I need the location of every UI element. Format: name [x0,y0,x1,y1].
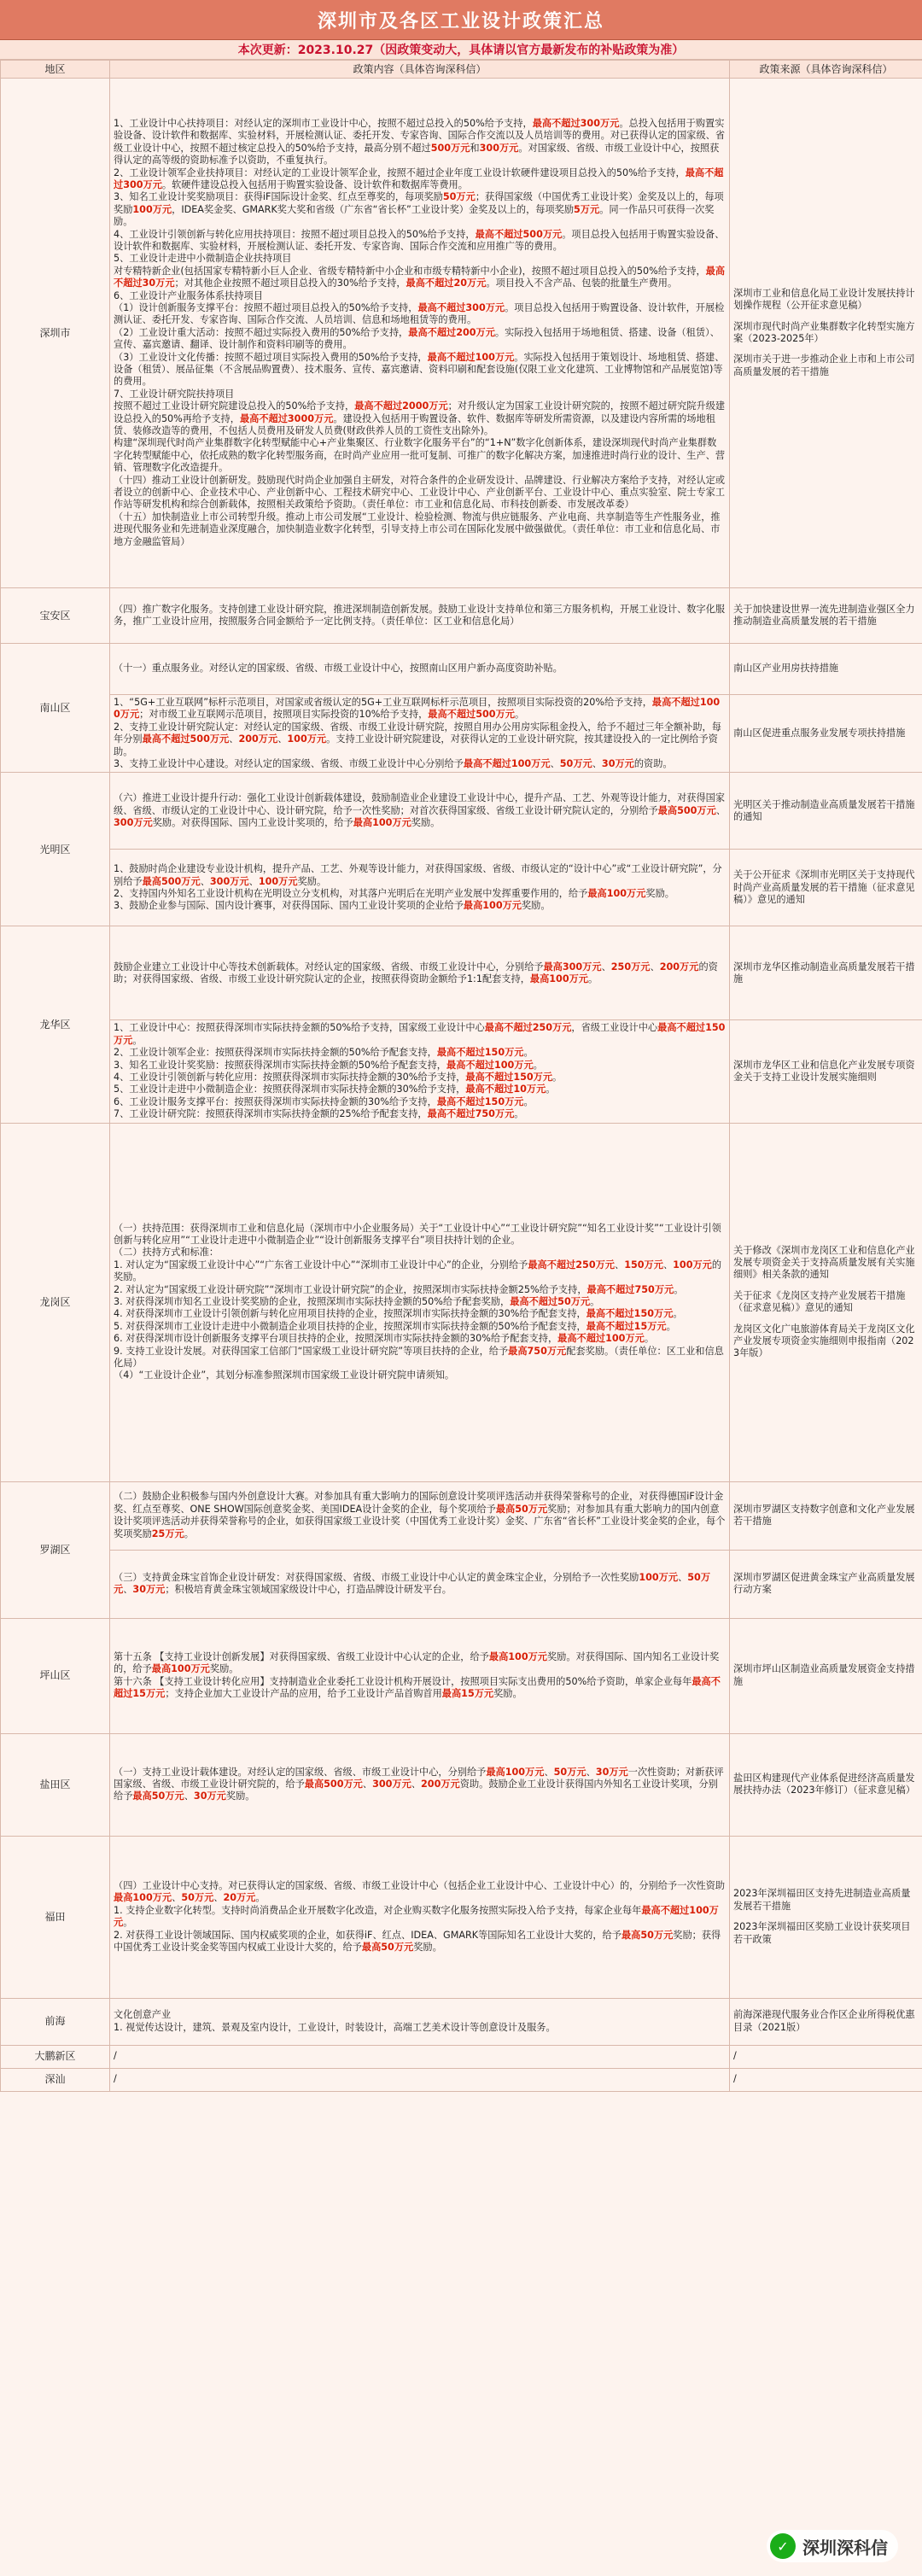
region-cell: 福田 [1,1836,110,1998]
amount-highlight: 最高不超过50万元 [510,1295,591,1307]
amount-highlight: 最高不超过100万元 [446,1059,534,1071]
policy-paragraph: 1、鼓励时尚企业建设专业设计机构，提升产品、工艺、外观等设计能力，对获得国家级、省级、市级认定的“设计中心”或“工业设计研究院”，分别给予最高500万元、300万元、100万元奖励。 [114,863,722,887]
amount-highlight: 500万元 [430,142,470,154]
policy-paragraph: 1. 对认定为“国家级工业设计中心”“广东省工业设计中心”“深圳市工业设计中心”的企业，分别给予最高不超过250万元、150万元、100万元的奖励。 [114,1259,722,1283]
table-row [1,1550,922,1618]
policy-paragraph: （十四）推动工业设计创新研发。鼓励现代时尚企业加强自主研发，对符合条件的企业研发设计、品牌建设、行业解决方案给予支持，对经认定或者设立的创新中心、企业技术中心、产业创新中心、工程技术研究中心、工业设计中心、产业创新平台、工业设计中心、重点实验室、院士专家工作站等研发机构和综合创新载体，按照相关政策给予资助。（责任单位：市工业和信息化局、市科技创新委、市发展改革委） [114,474,726,511]
amount-highlight: 最高500万元 [304,1778,363,1790]
amount-highlight: 200万元 [421,1778,460,1790]
policy-paragraph: 1、“5G+工业互联网”标杆示范项目，对国家或省级认定的5G+工业互联网标杆示范项目，按照项目实际投资的20%给予支持，最高不超过1000万元；对市级工业互联网示范项目，按照项目实际投资的10%给予支持，最高不超过500万元。 [114,697,721,721]
amount-highlight: 最高50万元 [132,1790,184,1802]
policy-paragraph: （1）设计创新服务支撑平台：按照不超过项目总投入的50%给予支持，最高不超过300万元。项目总投入包括用于购置设备、设计软件，开展检测认证、委托开发、专家咨询、国际合作交流、人员培训、信息和场地租赁等的费用。 [114,301,725,326]
amount-highlight: 最高不超过15万元 [114,1675,721,1700]
policy-source-cell [730,2068,922,2091]
policy-content-cell [110,1020,730,1123]
policy-source: 2023年深圳福田区支持先进制造业高质量发展若干措施 [733,1888,911,1912]
policy-content-cell [110,2068,730,2091]
amount-highlight: 最高不超过500万元 [142,733,230,745]
amount-highlight: 100万元 [287,733,327,745]
region-cell: 龙岗区 [1,1123,110,1481]
table-header-row [1,61,922,79]
amount-highlight: 200万元 [659,961,699,973]
policy-paragraph: 2、支持国内外知名工业设计机构在光明设立分支机构，对其落户光明后在光明产业发展中发挥重要作用的，给予最高100万元奖励。 [114,887,674,899]
policy-source-cell [730,1123,922,1481]
policy-source: / [733,2073,737,2085]
policy-paragraph: （一）扶持范围：获得深圳市工业和信息化局（深圳市中小企业服务局）关于“工业设计中心”“工业设计研究院”“知名工业设计奖”“工业设计引领创新与转化应用”“工业设计走进中小微制造企业”“设计创新服务支撑平台”项目扶持计划的企业。 [114,1222,721,1246]
policy-paragraph: 5、工业设计走进中小微制造企业：按照获得深圳市实际扶持金额的30%给予支持，最高不超过10万元。 [114,1084,556,1095]
policy-source: 南山区产业用房扶持措施 [733,663,839,675]
table-row [1,1618,922,1733]
policy-paragraph: 6、工业设计服务支撑平台：按照获得深圳市实际扶持金额的30%给予支持，最高不超过150万元。 [114,1095,534,1107]
region-cell: 大鹏新区 [1,2045,110,2068]
policy-source-cell [730,850,922,926]
region-cell: 前海 [1,1998,110,2045]
policy-source: 深圳市罗湖区支持数字创意和文化产业发展若干措施 [733,1503,915,1527]
policy-paragraph: 1、工业设计中心扶持项目：对经认定的深圳市工业设计中心，按照不超过总投入的50%给予支持，最高不超过300万元。总投入包括用于购置实验设备、设计软件和数据库、实验材料，开展检测认证、委托开发、专家咨询、国际合作交流以及人员培训等的费用。对已获得认定的国家级、省级工业设计中心，按照不超过核定总投入的50%给予支持，最高分别不超过500万元和300万元。对国家级、省级、市级工业设计中心，按照获得认定的高等级的资助标准予以资助，不重复执行。 [114,117,726,166]
amount-highlight: 250万元 [610,961,651,973]
policy-paragraph: 5、工业设计走进中小微制造企业扶持项目 [114,253,292,265]
amount-highlight: 最高500万元 [657,804,716,816]
policy-source-cell [730,588,922,644]
policy-paragraph: 4、工业设计引领创新与转化应用：按照获得深圳市实际扶持金额的30%给予支持，最高不超过150万元。 [114,1072,563,1084]
policy-paragraph: 1、工业设计中心：按照获得深圳市实际扶持金额的50%给予支持，国家级工业设计中心最高不超过250万元，省级工业设计中心最高不超过150万元。 [114,1022,726,1046]
policy-paragraph: / [114,2073,117,2085]
policy-paragraph: 4. 对获得深圳市工业设计引领创新与转化应用项目扶持的企业，按照深圳市实际扶持金额的30%给予配套支持，最高不超过150万元。 [114,1308,683,1320]
policy-paragraph: 按照不超过工业设计研究院建设总投入的50%给予支持，最高不超过2000万元；对升级认定为国家工业设计研究院的，按照不超过研究院升级建设总投入的50%再给予支持，最高不超过3000万元。建设投入包括用于购置设备、软件、数据库等研发所需资源，以及建设内容所需的场地租赁、装修改造等的费用，不包括人员费用及研发人员费(财政供养人员的工资性支出除外)。 [114,400,726,437]
update-notice: 本次更新：2023.10.27（因政策变动大，具体请以官方最新发布的补贴政策为准） [0,40,922,60]
table-row [1,2045,922,2068]
policy-paragraph: 6. 对获得深圳市设计创新服务支撑平台项目扶持的企业，按照深圳市实际扶持金额的30%给予配套支持，最高不超过100万元。 [114,1333,655,1345]
policy-source: 深圳市现代时尚产业集群数字化转型实施方案（2023-2025年） [733,320,915,344]
policy-source-cell [730,1020,922,1123]
amount-highlight: 最高不超过30万元 [114,265,726,289]
policy-content-cell [110,2045,730,2068]
policy-source-cell [730,773,922,850]
table-row [1,695,922,773]
policy-paragraph: （2）工业设计重大活动：按照不超过实际投入费用的50%给予支持，最高不超过200万元。实际投入包括用于场地租赁、搭建、设备（租赁）、宣传、嘉宾邀请、翻译、设计制作和资料印刷等的费用。 [114,326,720,351]
policy-paragraph: 2、工业设计领军企业：按照获得深圳市实际扶持金额的50%给予配套支持，最高不超过150万元。 [114,1047,534,1059]
policy-content-cell [110,1998,730,2045]
amount-highlight: 最高不超过200万元 [408,326,495,338]
amount-highlight: 最高不超过150万元 [114,1022,726,1046]
wechat-icon: ✓ [770,2533,796,2559]
policy-source-cell [730,1481,922,1550]
amount-highlight: 100万元 [639,1571,679,1583]
policy-content-cell [110,850,730,926]
amount-highlight: 5万元 [574,203,600,215]
table-row [1,926,922,1020]
amount-highlight: 200万元 [238,733,278,745]
amount-highlight: 最高100万元 [486,1766,545,1778]
amount-highlight: 100万元 [673,1259,712,1270]
amount-highlight: 50万元 [442,191,476,203]
table-row [1,79,922,588]
amount-highlight: 最高100万元 [587,887,646,899]
amount-highlight: 300万元 [372,1778,411,1790]
policy-source: 深圳市罗湖区促进黄金珠宝产业高质量发展行动方案 [733,1571,915,1596]
amount-highlight: 最高不超过750万元 [586,1283,674,1295]
amount-highlight: 最高不超过500万元 [428,709,515,721]
policy-paragraph: 第十五条 【支持工业设计创新发展】对获得国家级、省级工业设计中心认定的企业，给予最高100万元奖励。对获得国际、国内知名工业设计奖的，给予最高100万元奖励。 [114,1650,720,1675]
watermark-text: 深圳深科信 [802,2537,888,2558]
amount-highlight: 最高不超过300万元 [417,301,505,313]
amount-highlight: 最高300万元 [543,961,602,973]
policy-paragraph: 鼓励企业建立工业设计中心等技术创新载体。对经认定的国家级、省级、市级工业设计中心，分别给予最高300万元、250万元、200万元的资助；对获得国家级、省级、市级工业设计研究院认定的企业，按照获得资助金额给予1:1配套支持，最高100万元。 [114,961,718,984]
region-cell: 南山区 [1,644,110,773]
amount-highlight: 最高不超过250万元 [528,1259,615,1270]
policy-paragraph: 2、工业设计领军企业扶持项目：对经认定的工业设计领军企业，按照不超过企业年度工业设计软硬件建设项目总投入的50%给予支持，最高不超过300万元。软硬件建设总投入包括用于购置实验设备、设计软件和数据库等费用。 [114,166,724,190]
table-row [1,1481,922,1550]
policy-paragraph: （十一）重点服务业。对经认定的国家级、省级、市级工业设计中心，按照南山区用户新办高度资助补贴。 [114,663,563,675]
policy-source: 深圳市龙华区推动制造业高质量发展若干措施 [733,961,915,984]
policy-paragraph: 6、工业设计产业服务体系扶持项目 [114,289,263,301]
amount-highlight: 最高不超过100万元 [557,1333,645,1345]
policy-paragraph: （3）工业设计文化传播：按照不超过项目实际投入费用的50%给予支持，最高不超过100万元。实际投入包括用于策划设计、场地租赁、搭建、设备（租赁）、展品征集（不含展品购置费）、技术服务、宣传、嘉宾邀请、资料印刷和配套设施(仅限工业文化建筑、工业博物馆和产品展览馆)等的费用。 [114,351,725,388]
region-cell: 光明区 [1,773,110,926]
policy-content-cell [110,773,730,850]
policy-source: / [733,2050,737,2062]
table-row [1,773,922,850]
policy-source: 深圳市工业和信息化局工业设计发展扶持计划操作规程（公开征求意见稿） [733,287,915,312]
amount-highlight: 30万元 [595,1766,628,1778]
policy-source-cell [730,1998,922,2045]
policy-paragraph: 7、工业设计研究院：按照获得深圳市实际扶持金额的25%给予配套支持，最高不超过750万元。 [114,1108,524,1120]
policy-content-cell [110,644,730,695]
policy-paragraph: 构建“深圳现代时尚产业集群数字化转型赋能中心+产业集聚区、行业数字化服务平台”的“1+N”数字化创新体系，建设深圳现代时尚产业集群数字化转型赋能中心，依托成熟的数字化转型服务商，在时尚产业应用一批可复制、可推广的数字化解决方案，加速推进时尚行业的设计、生产、营销、管理数字化改造提升。 [114,437,726,474]
policy-paragraph: 3、知名工业设计奖奖励：按照获得深圳市实际扶持金额的50%给予配套支持，最高不超过100万元。 [114,1059,543,1071]
policy-paragraph: 第十六条 【支持工业设计转化应用】支持制造业企业委托工业设计机构开展设计，按照项目实际支出费用的50%给予资助，单家企业每年最高不超过15万元；支持企业加大工业设计产品的应用，给予工业设计产品首购首用最高15万元奖励。 [114,1675,721,1700]
policy-source: 龙岗区文化广电旅游体育局关于龙岗区文化产业发展专项资金实施细则申报指南（2023年版） [733,1323,915,1359]
amount-highlight: 100万元 [132,203,172,215]
amount-highlight: 最高不超过500万元 [475,228,563,240]
amount-highlight: 最高100万元 [151,1663,210,1675]
amount-highlight: 最高不超过15万元 [586,1320,667,1332]
policy-source: 关于修改《深圳市龙岗区工业和信息化产业发展专项资金关于支持高质量发展有关实施细则》相关条款的通知 [733,1244,915,1281]
table-row [1,2068,922,2091]
amount-highlight: 最高不超过300万元 [114,166,724,190]
policy-source: 关于公开征求《深圳市光明区关于支持现代时尚产业高质量发展的若干措施（征求意见稿）》意见的通知 [733,869,915,906]
table-row [1,588,922,644]
table-row [1,1998,922,2045]
policy-paragraph: （六）推进工业设计提升行动：强化工业设计创新载体建设，鼓励制造业企业建设工业设计中心，提升产品、工艺、外观等设计能力，对获得国家级、省级、市级认定的工业设计中心、设计研究院，给予一次性奖励；对首次获得国家级、省级工业设计研究院认定的，分别给予最高500万元、300万元奖励。对获得国际、国内工业设计奖项的，给予最高100万元奖励。 [114,792,727,829]
policy-content-cell [110,1836,730,1998]
policy-source-cell [730,1733,922,1836]
amount-highlight: 最高不超过750万元 [427,1108,515,1120]
amount-highlight: 50万元 [114,1571,711,1596]
amount-highlight: 30万元 [132,1584,166,1596]
policy-paragraph: 3、鼓励企业参与国际、国内设计赛事，对获得国际、国内工业设计奖项的企业给予最高100万元奖励。 [114,900,551,912]
table-row [1,850,922,926]
table-row [1,1836,922,1998]
amount-highlight: 最高100万元 [353,817,411,829]
amount-highlight: 最高不超过150万元 [436,1095,524,1107]
region-cell: 龙华区 [1,926,110,1123]
policy-source-cell [730,1550,922,1618]
amount-highlight: 最高不超过100万元 [463,758,551,770]
amount-highlight: 最高100万元 [463,900,522,912]
amount-highlight: 100万元 [258,875,298,887]
amount-highlight: 最高50万元 [621,1929,674,1941]
amount-highlight: 最高不超过300万元 [532,117,620,129]
policy-source-cell [730,926,922,1020]
amount-highlight: 最高不超过10万元 [465,1084,546,1095]
policy-source-cell [730,79,922,588]
policy-paragraph: （一）支持工业设计载体建设。对经认定的国家级、省级、市级工业设计中心，分别给予最高100万元、50万元、30万元一次性资助；对新获评国家级、省级、市级工业设计研究院的，给予最高500万元、300万元、200万元资助。鼓励企业工业设计获得国内外知名工业设计奖项，分别给予最高50万元、30万元奖励。 [114,1766,724,1802]
amount-highlight: 最高不超过250万元 [484,1022,572,1034]
amount-highlight: 50万元 [553,1766,586,1778]
table-row [1,1020,922,1123]
policy-paragraph: （十五）加快制造业上市公司转型升级。推动上市公司发展“工业设计、检验检测、物流与供应链服务、产业电商、共享制造等生产性服务业，推进现代服务业和先进制造业深度融合，加快制造业数字化转型，引导支持上市公司在国际化发展中做强做优。（责任单位：市工业和信息化局、市地方金融监管局） [114,511,721,547]
amount-highlight: 最高500万元 [142,875,201,887]
policy-content-cell [110,588,730,644]
policy-paragraph: 2、支持工业设计研究院认定：对经认定的国家级、省级、市级工业设计研究院，按照自用办公用房实际租金投入，给予不超过三年全额补助，每年分别最高不超过500万元、200万元、100万元。支持工业设计研究院建设，对获得认定的工业设计研究院，按其建设投入的一定比例给予资助。 [114,721,721,757]
policy-paragraph: （二）扶持方式和标准： [114,1247,219,1259]
policy-content-cell [110,695,730,773]
policy-paragraph: （四）推广数字化服务。支持创建工业设计研究院，推进深圳制造创新发展。鼓励工业设计支持单位和第三方服务机构，开展工业设计、数字化服务，推广工业设计应用，按照服务合同金额给予一定比例支持。（责任单位：区工业和信息化局） [114,603,726,627]
policy-table [0,60,922,2092]
policy-paragraph: 3. 对获得深圳市知名工业设计奖奖励的企业，按照深圳市实际扶持金额的50%给予配套奖励，最高不超过50万元。 [114,1295,600,1307]
header-source: 政策来源（具体咨询深科信） [730,61,922,79]
amount-highlight: 150万元 [624,1259,663,1270]
amount-highlight: 最高不超过3000万元 [239,412,334,424]
policy-paragraph: 1. 视觉传达设计，建筑、景观及室内设计，工业设计，时装设计，高端工艺美术设计等创意设计及服务。 [114,2021,556,2033]
amount-highlight: 最高不超过2000万元 [354,400,448,412]
policy-source: 深圳市关于进一步推动企业上市和上市公司高质量发展的若干措施 [733,353,915,377]
policy-paragraph: 9. 支持工业设计发展。对获得国家工信部门“国家级工业设计研究院”等项目扶持的企业，给予最高750万元配套奖励。（责任单位：区工业和信息化局） [114,1345,724,1370]
policy-paragraph: 7、工业设计研究院扶持项目 [114,388,235,400]
policy-source-cell [730,644,922,695]
policy-content-cell [110,1123,730,1481]
policy-paragraph: 4、工业设计引领创新与转化应用扶持项目：按照不超过项目总投入的50%给予支持，最高不超过500万元。项目总投入包括用于购置实验设备、设计软件和数据库、实验材料，开展检测认证、委托开发、专家咨询、国际合作交流和应用推广等的费用。 [114,228,725,252]
policy-paragraph: 文化创意产业 [114,2009,172,2021]
amount-highlight: 最高不超过150万元 [436,1047,524,1059]
policy-source: 南山区促进重点服务业发展专项扶持措施 [733,727,906,739]
amount-highlight: 300万元 [114,817,153,829]
policy-paragraph: （4）“工业设计企业”，其划分标准参照深圳市国家级工业设计研究院申请须知。 [114,1370,455,1381]
policy-content-cell [110,79,730,588]
amount-highlight: 最高不超过100万元 [427,351,515,363]
amount-highlight: 最高100万元 [114,1892,172,1904]
policy-source: 2023年深圳福田区奖励工业设计获奖项目若干政策 [733,1921,911,1945]
policy-source-cell [730,1618,922,1733]
policy-source: 前海深港现代服务业合作区企业所得税优惠目录（2021版） [733,2009,915,2033]
policy-source: 深圳市龙华区工业和信息化产业发展专项资金关于支持工业设计发展实施细则 [733,1059,915,1084]
amount-highlight: 最高不超过1000万元 [114,697,721,721]
amount-highlight: 30万元 [601,758,634,770]
amount-highlight: 最高750万元 [508,1345,567,1357]
policy-content-cell [110,1550,730,1618]
region-cell: 宝安区 [1,588,110,644]
policy-paragraph: 3、知名工业设计奖奖励项目：获得iF国际设计金奖、红点至尊奖的，每项奖励50万元；获得国家级（中国优秀工业设计奖）金奖及以上的，每项奖励100万元，IDEA奖金奖、GMARK奖大奖和省级（广东省“省长杯”工业设计奖）金奖及以上的，每项奖励5万元。同一作品只可获得一次奖励。 [114,191,724,228]
header-content: 政策内容（具体咨询深科信） [110,61,730,79]
policy-content-cell [110,1481,730,1550]
amount-highlight: 50万元 [181,1892,214,1904]
region-cell: 盐田区 [1,1733,110,1836]
table-row [1,644,922,695]
amount-highlight: 最高不超过100万元 [114,1904,719,1929]
region-cell: 深圳市 [1,79,110,588]
policy-paragraph: 2. 对获得工业设计领域国际、国内权威奖项的企业，如获得iF、红点、IDEA、GMARK等国际知名工业设计大奖的，给予最高50万元奖励；获得中国优秀工业设计奖金奖等国内权威工业设计大奖的，给予最高50万元奖励。 [114,1929,721,1953]
header-region: 地区 [1,61,110,79]
policy-source: 关于征求《龙岗区支持产业发展若干措施（征求意见稿）》意见的通知 [733,1289,906,1314]
policy-paragraph: 2. 对认定为“国家级工业设计研究院”“深圳市工业设计研究院”的企业，按照深圳市实际扶持金额25%给予支持，最高不超过750万元。 [114,1283,684,1295]
table-row [1,1123,922,1481]
amount-highlight: 30万元 [193,1790,226,1802]
amount-highlight: 最高不超过150万元 [465,1072,553,1084]
table-row [1,1733,922,1836]
region-cell: 坪山区 [1,1618,110,1733]
policy-source-cell [730,2045,922,2068]
policy-source-cell [730,695,922,773]
amount-highlight: 最高不超过20万元 [406,277,487,289]
policy-source: 盐田区构建现代产业体系促进经济高质量发展扶持办法（2023年修订）（征求意见稿） [733,1772,916,1796]
amount-highlight: 300万元 [209,875,249,887]
amount-highlight: 25万元 [151,1527,184,1539]
policy-source: 深圳市坪山区制造业高质量发展资金支持措施 [733,1663,915,1687]
amount-highlight: 最高15万元 [441,1688,494,1700]
amount-highlight: 最高50万元 [361,1942,414,1953]
policy-paragraph: （三）支持黄金珠宝首饰企业设计研发：对获得国家级、省级、市级工业设计中心认定的黄金珠宝企业，分别给予一次性奖励100万元、50万元、30万元；积极培育黄金珠宝领域国家级设计中心，打造品牌设计研发平台。 [114,1571,711,1596]
policy-paragraph: 3、支持工业设计中心建设。对经认定的国家级、省级、市级工业设计中心分别给予最高不超过100万元、50万元、30万元的资助。 [114,758,673,770]
region-cell: 罗湖区 [1,1481,110,1618]
policy-paragraph: 1. 支持企业数字化转型。支持时尚消费品企业开展数字化改造，对企业购买数字化服务按照实际投入给予支持，每家企业每年最高不超过100万元。 [114,1904,719,1929]
policy-paragraph: （二）鼓励企业积极参与国内外创意设计大赛。对参加具有重大影响力的国际创意设计奖项评选活动并获得荣誉称号的企业，对获得德国iF设计金奖、红点至尊奖、ONE SHOW国际创意奖金奖、美国IDEA设计金奖的企业，每个奖项给予最高50万元奖励；对参加具有重大影响力的国内创意设计奖项评选活动并获得荣誉称号的企业，如获得国家级工业设计奖（中国优秀工业设计奖）金奖、广东省“省长杯”工业设计奖金奖的企业，每个奖项奖励25万元。 [114,1491,726,1539]
amount-highlight: 最高50万元 [495,1503,548,1515]
policy-content-cell [110,1618,730,1733]
amount-highlight: 最高100万元 [488,1650,547,1662]
policy-source: 光明区关于推动制造业高质量发展若干措施的通知 [733,798,915,822]
amount-highlight: 最高不超过150万元 [586,1308,674,1320]
policy-source-cell [730,1836,922,1998]
policy-content-cell [110,1733,730,1836]
region-cell: 深汕 [1,2068,110,2091]
policy-paragraph: 对专精特新企业(包括国家专精特新小巨人企业、省级专精特新中小企业和市级专精特新中小企业)，按照不超过项目总投入的50%给予支持，最高不超过30万元；对其他企业按照不超过项目总投入的30%给予支持，最高不超过20万元。项目投入不含产品、包装的批量生产费用。 [114,265,726,289]
policy-paragraph: / [114,2050,117,2062]
amount-highlight: 20万元 [223,1892,256,1904]
policy-content-cell [110,926,730,1020]
page-title: 深圳市及各区工业设计政策汇总 [0,0,922,40]
watermark [767,2530,898,2562]
policy-paragraph: （四）工业设计中心支持。对已获得认定的国家级、省级、市级工业设计中心（包括企业工业设计中心、工业设计中心）的，分别给予一次性资助最高100万元、50万元、20万元。 [114,1879,726,1904]
amount-highlight: 300万元 [479,142,519,154]
policy-paragraph: 5. 对获得深圳市工业设计走进中小微制造企业项目扶持的企业，按照深圳市实际扶持金额的50%给予配套支持，最高不超过15万元。 [114,1320,676,1332]
amount-highlight: 最高100万元 [529,973,588,984]
policy-source: 关于加快建设世界一流先进制造业强区全力推动制造业高质量发展的若干措施 [733,603,915,627]
amount-highlight: 50万元 [559,758,592,770]
